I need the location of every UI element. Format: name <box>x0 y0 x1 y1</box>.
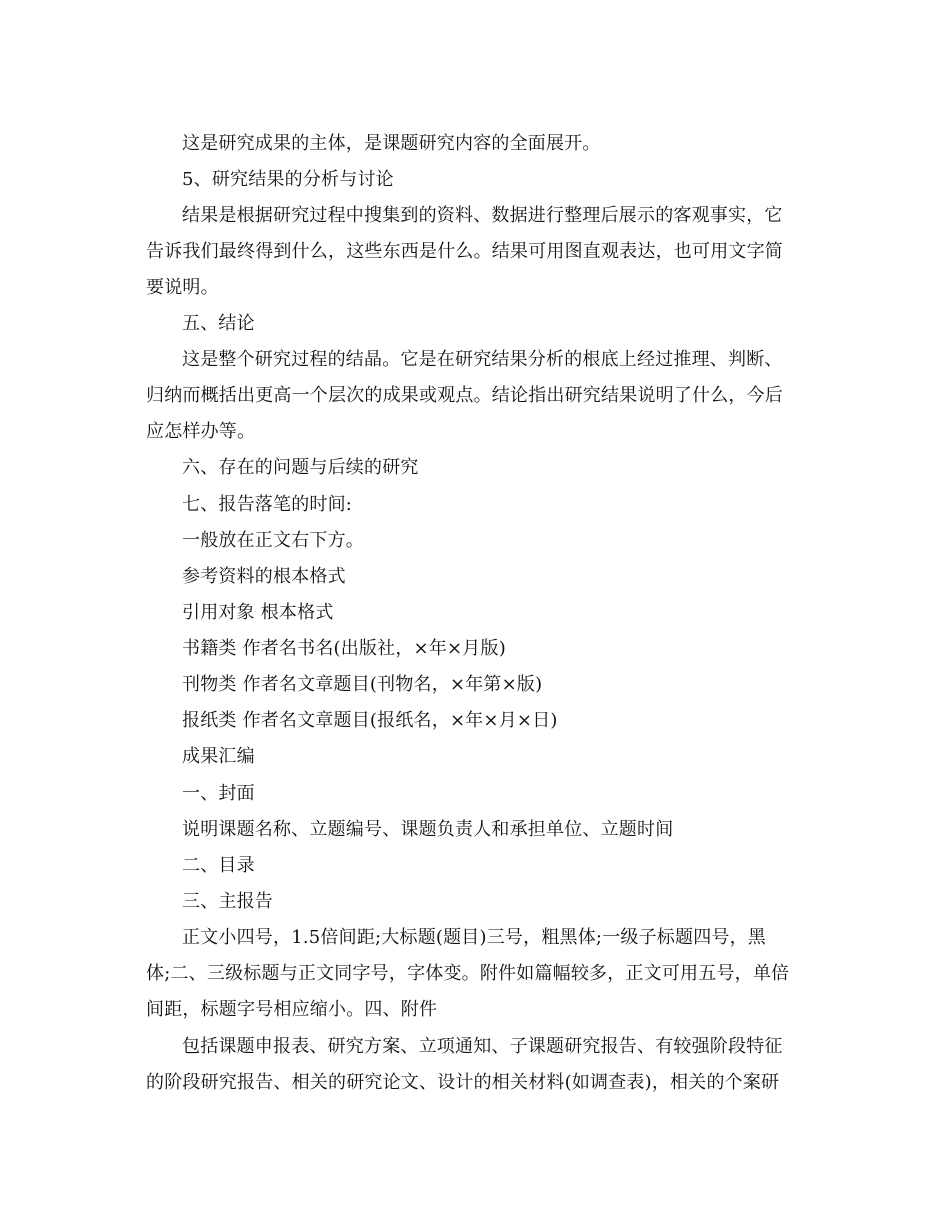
section-heading: 二、目录 <box>182 855 255 876</box>
text-line: 归纳而概括出更高一个层次的成果或观点。结论指出研究结果说明了什么，今后 <box>146 385 783 406</box>
text-line: 的阶段研究报告、相关的研究论文、设计的相关材料(如调查表)，相关的个案研 <box>146 1072 780 1093</box>
text-line: 这是整个研究过程的结晶。它是在研究结果分析的根底上经过推理、判断、 <box>182 349 783 370</box>
text-line: 要说明。 <box>146 277 219 298</box>
section-heading: 六、存在的问题与后续的研究 <box>182 457 419 478</box>
section-heading: 成果汇编 <box>182 746 255 767</box>
section-heading: 五、结论 <box>182 313 255 334</box>
section-heading: 一、封面 <box>182 783 255 804</box>
text-line: 一般放在正文右下方。 <box>182 530 364 551</box>
reference-format-row: 报纸类 作者名文章题目(报纸名，×年×月×日) <box>182 710 558 731</box>
text-line: 告诉我们最终得到什么，这些东西是什么。结果可用图直观表达，也可用文字简 <box>146 241 783 262</box>
reference-format-header: 引用对象 根本格式 <box>182 602 334 623</box>
text-line: 说明课题名称、立题编号、课题负责人和承担单位、立题时间 <box>182 819 674 840</box>
section-heading: 参考资料的根本格式 <box>182 566 346 587</box>
section-heading: 三、主报告 <box>182 891 273 912</box>
text-line: 结果是根据研究过程中搜集到的资料、数据进行整理后展示的客观事实，它 <box>182 205 783 226</box>
section-heading: 七、报告落笔的时间: <box>182 494 353 515</box>
text-line: 应怎样办等。 <box>146 421 256 442</box>
reference-format-row: 书籍类 作者名书名(出版社，×年×月版) <box>182 638 506 659</box>
text-line: 正文小四号，1.5倍间距;大标题(题目)三号，粗黑体;一级子标题四号，黑 <box>182 927 766 948</box>
text-line: 这是研究成果的主体，是课题研究内容的全面展开。 <box>182 133 601 154</box>
text-line: 包括课题申报表、研究方案、立项通知、子课题研究报告、有较强阶段特征 <box>182 1036 783 1057</box>
reference-format-row: 刊物类 作者名文章题目(刊物名，×年第×版) <box>182 674 543 695</box>
text-line: 体;二、三级标题与正文同字号，字体变。附件如篇幅较多，正文可用五号，单倍 <box>146 963 790 984</box>
text-line: 间距，标题字号相应缩小。四、附件 <box>146 999 438 1020</box>
section-heading: 5、研究结果的分析与讨论 <box>182 169 394 190</box>
